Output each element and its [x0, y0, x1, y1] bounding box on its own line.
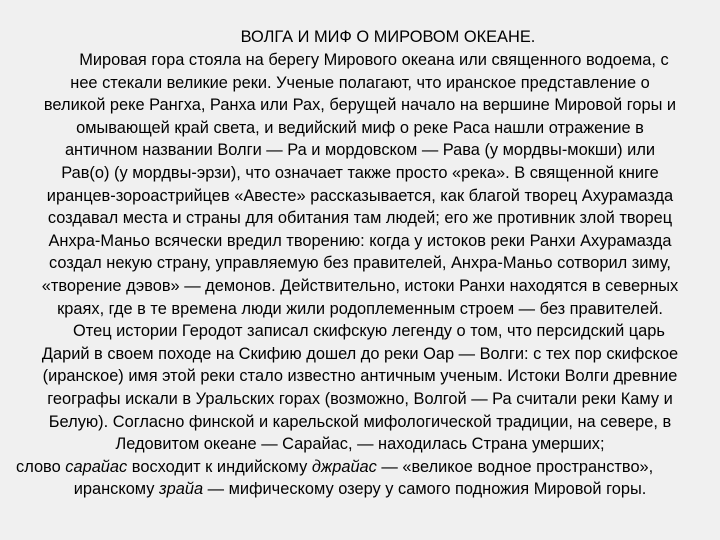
- text-line: омывающей край света, и ведийский миф о реке Раса нашли отражение в: [76, 118, 644, 137]
- text-line: (иранское) имя этой реки стало известно античным ученым. Истоки Волги древние: [42, 367, 678, 386]
- text-segment: восходит к индийскому: [127, 457, 312, 476]
- text-line: Анхра-Маньо всячески вредил творению: когда у истоков реки Ранхи Ахурамазда: [48, 231, 672, 250]
- text-line: великой реке Рангха, Ранха или Рах, берущей начало на вершине Мировой горы и: [43, 96, 677, 115]
- text-line: «творение дэвов» — демонов. Действительно, истоки Ранхи находятся в северных: [41, 276, 679, 295]
- text-line: Мировая гора стояла на берегу Мирового океана или священного водоема, с: [79, 51, 669, 69]
- text-line: краях, где в те времена люди жили родоплеменным строем — без правителей.: [57, 299, 663, 318]
- text-line: Ледовитом океане — Сарайас, — находилась Страна умерших;: [115, 435, 605, 454]
- text-line: создавал места и страны для обитания там людей; его же противник злой творец: [47, 209, 673, 228]
- text-line: нее стекали великие реки. Ученые полагают, что иранское представление о: [70, 73, 650, 92]
- text-line: [12, 456, 708, 479]
- text-line: Белую). Согласно финской и карельской мифологической традиции, на севере, в: [48, 412, 672, 431]
- text-segment: иранскому: [73, 480, 160, 499]
- italic-word: зрайа: [159, 480, 204, 499]
- text-line: Дарий в своем походе на Скифию дошел до реки Оар — Волги: с тех пор скифское: [41, 344, 679, 363]
- page-title: ВОЛГА И МИФ О МИРОВОМ ОКЕАНЕ.: [240, 28, 536, 46]
- article-body: [12, 49, 708, 501]
- text-segment: слово: [16, 457, 66, 476]
- text-line: создал некую страну, управляемую без правителей, Анхра-Маньо сотворил зиму,: [49, 254, 671, 273]
- text-line: Рав(о) (у мордвы-эрзи), что означает также просто «река». В священной книге: [61, 163, 659, 182]
- italic-word: джрайас: [311, 457, 377, 476]
- text-line: географы искали в Уральских горах (возможно, Волгой — Ра считали реки Каму и: [47, 389, 673, 408]
- text-segment: — мифическому озеру у самого подножия Мировой горы.: [203, 480, 647, 499]
- text-line: [12, 478, 708, 501]
- text-line: античном названии Волги — Ра и мордовском — Рава (у мордвы-мокши) или: [64, 141, 656, 160]
- text-segment: — «великое водное пространство»,: [376, 457, 654, 476]
- text-line: иранцев-зороастрийцев «Авесте» рассказывается, как благой творец Ахурамазда: [46, 186, 674, 205]
- text-line: Отец истории Геродот записал скифскую легенду о том, что персидский царь: [73, 322, 665, 341]
- italic-word: сарайас: [65, 457, 128, 476]
